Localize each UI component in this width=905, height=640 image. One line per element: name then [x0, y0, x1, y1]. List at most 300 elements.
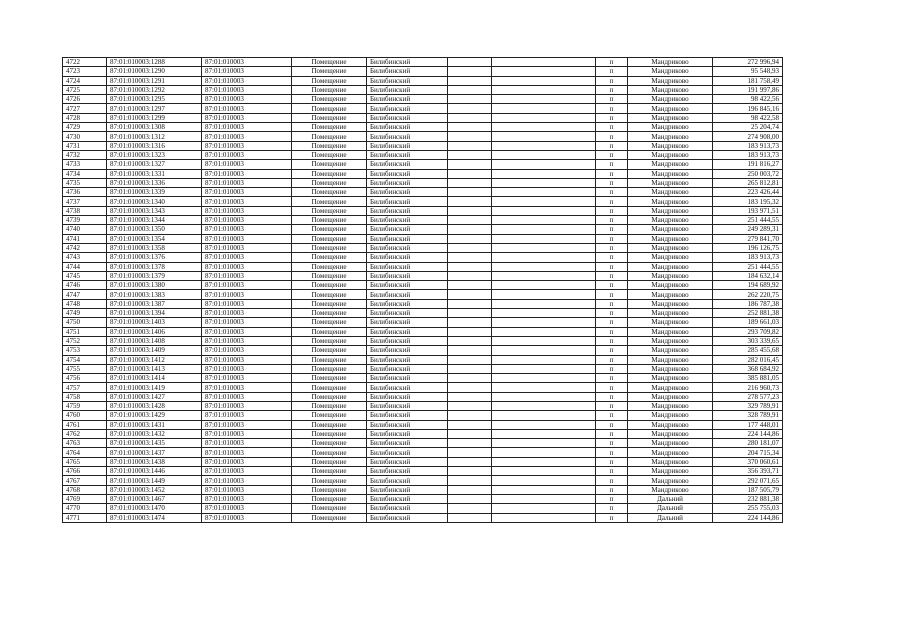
district-cell: Билибинский [367, 401, 448, 410]
cadastral-number-cell: 87:01:010003:1474 [107, 513, 202, 522]
settlement-cell: Мандриково [628, 476, 713, 485]
settlement-prefix-cell: п [596, 457, 628, 466]
settlement-cell: Мандриково [628, 299, 713, 308]
cost-cell: 280 181,07 [713, 439, 783, 448]
table-row [63, 299, 783, 308]
row-number-cell: 4726 [63, 95, 107, 104]
settlement-cell: Мандриково [628, 234, 713, 243]
empty-cell [492, 216, 596, 225]
row-number-cell: 4730 [63, 132, 107, 141]
cadastral-number-cell: 87:01:010003:1376 [107, 253, 202, 262]
row-number-cell: 4769 [63, 494, 107, 503]
object-type-cell: Помещение [292, 411, 367, 420]
district-cell: Билибинский [367, 299, 448, 308]
cost-cell: 251 444,55 [713, 216, 783, 225]
row-number-cell: 4766 [63, 467, 107, 476]
settlement-prefix-cell: п [596, 271, 628, 280]
table-row [63, 355, 783, 364]
settlement-cell: Мандриково [628, 439, 713, 448]
cadastral-number-cell: 87:01:010003:1379 [107, 271, 202, 280]
cadastral-number-cell: 87:01:010003:1387 [107, 299, 202, 308]
table-body [63, 58, 783, 523]
settlement-cell: Мандриково [628, 290, 713, 299]
empty-cell [492, 262, 596, 271]
row-number-cell: 4767 [63, 476, 107, 485]
cadastral-block-cell: 87:01:010003 [202, 169, 292, 178]
cost-cell: 285 455,68 [713, 346, 783, 355]
object-type-cell: Помещение [292, 104, 367, 113]
object-type-cell: Помещение [292, 197, 367, 206]
object-type-cell: Помещение [292, 178, 367, 187]
district-cell: Билибинский [367, 485, 448, 494]
settlement-prefix-cell: п [596, 206, 628, 215]
cost-cell: 368 684,92 [713, 364, 783, 373]
cost-cell: 98 422,58 [713, 113, 783, 122]
empty-cell [492, 104, 596, 113]
row-number-cell: 4741 [63, 234, 107, 243]
cadastral-block-cell: 87:01:010003 [202, 243, 292, 252]
empty-cell [448, 336, 492, 345]
object-type-cell: Помещение [292, 364, 367, 373]
settlement-prefix-cell: п [596, 150, 628, 159]
empty-cell [448, 504, 492, 513]
cost-cell: 252 881,38 [713, 309, 783, 318]
cadastral-number-cell: 87:01:010003:1331 [107, 169, 202, 178]
cadastral-block-cell: 87:01:010003 [202, 123, 292, 132]
row-number-cell: 4751 [63, 327, 107, 336]
table-row [63, 439, 783, 448]
row-number-cell: 4765 [63, 457, 107, 466]
object-type-cell: Помещение [292, 457, 367, 466]
settlement-cell: Мандриково [628, 457, 713, 466]
settlement-cell: Мандриково [628, 225, 713, 234]
cadastral-block-cell: 87:01:010003 [202, 216, 292, 225]
empty-cell [448, 113, 492, 122]
object-type-cell: Помещение [292, 188, 367, 197]
empty-cell [492, 476, 596, 485]
empty-cell [492, 346, 596, 355]
object-type-cell: Помещение [292, 401, 367, 410]
empty-cell [492, 383, 596, 392]
cost-cell: 251 444,55 [713, 262, 783, 271]
empty-cell [492, 411, 596, 420]
district-cell: Билибинский [367, 160, 448, 169]
district-cell: Билибинский [367, 374, 448, 383]
data-table [62, 57, 783, 523]
district-cell: Билибинский [367, 58, 448, 67]
row-number-cell: 4731 [63, 141, 107, 150]
settlement-cell: Мандриково [628, 113, 713, 122]
empty-cell [492, 457, 596, 466]
cadastral-number-cell: 87:01:010003:1437 [107, 448, 202, 457]
empty-cell [492, 439, 596, 448]
empty-cell [492, 95, 596, 104]
cost-cell: 98 422,56 [713, 95, 783, 104]
empty-cell [448, 485, 492, 494]
table-row [63, 513, 783, 522]
empty-cell [448, 383, 492, 392]
settlement-prefix-cell: п [596, 58, 628, 67]
empty-cell [492, 188, 596, 197]
settlement-cell: Мандриково [628, 271, 713, 280]
settlement-prefix-cell: п [596, 355, 628, 364]
row-number-cell: 4749 [63, 309, 107, 318]
empty-cell [492, 355, 596, 364]
cadastral-number-cell: 87:01:010003:1408 [107, 336, 202, 345]
cadastral-number-cell: 87:01:010003:1446 [107, 467, 202, 476]
row-number-cell: 4757 [63, 383, 107, 392]
empty-cell [448, 346, 492, 355]
table-row [63, 309, 783, 318]
district-cell: Билибинский [367, 439, 448, 448]
settlement-prefix-cell: п [596, 513, 628, 522]
object-type-cell: Помещение [292, 513, 367, 522]
settlement-cell: Мандриково [628, 262, 713, 271]
object-type-cell: Помещение [292, 309, 367, 318]
empty-cell [492, 420, 596, 429]
empty-cell [448, 327, 492, 336]
settlement-cell: Мандриково [628, 104, 713, 113]
object-type-cell: Помещение [292, 262, 367, 271]
settlement-cell: Мандриково [628, 411, 713, 420]
empty-cell [448, 76, 492, 85]
cadastral-number-cell: 87:01:010003:1312 [107, 132, 202, 141]
object-type-cell: Помещение [292, 420, 367, 429]
object-type-cell: Помещение [292, 383, 367, 392]
cost-cell: 216 960,73 [713, 383, 783, 392]
cadastral-block-cell: 87:01:010003 [202, 141, 292, 150]
row-number-cell: 4764 [63, 448, 107, 457]
cost-cell: 196 845,16 [713, 104, 783, 113]
settlement-cell: Дальний [628, 513, 713, 522]
district-cell: Билибинский [367, 178, 448, 187]
settlement-prefix-cell: п [596, 346, 628, 355]
settlement-cell: Мандриково [628, 178, 713, 187]
row-number-cell: 4728 [63, 113, 107, 122]
row-number-cell: 4752 [63, 336, 107, 345]
district-cell: Билибинский [367, 513, 448, 522]
cadastral-block-cell: 87:01:010003 [202, 188, 292, 197]
object-type-cell: Помещение [292, 243, 367, 252]
cadastral-number-cell: 87:01:010003:1378 [107, 262, 202, 271]
object-type-cell: Помещение [292, 355, 367, 364]
cost-cell: 194 689,92 [713, 281, 783, 290]
cadastral-block-cell: 87:01:010003 [202, 467, 292, 476]
cadastral-block-cell: 87:01:010003 [202, 513, 292, 522]
row-number-cell: 4754 [63, 355, 107, 364]
district-cell: Билибинский [367, 243, 448, 252]
settlement-cell: Мандриково [628, 188, 713, 197]
table-row [63, 141, 783, 150]
object-type-cell: Помещение [292, 95, 367, 104]
empty-cell [448, 309, 492, 318]
object-type-cell: Помещение [292, 448, 367, 457]
cadastral-number-cell: 87:01:010003:1431 [107, 420, 202, 429]
district-cell: Билибинский [367, 383, 448, 392]
settlement-prefix-cell: п [596, 439, 628, 448]
settlement-prefix-cell: п [596, 411, 628, 420]
settlement-cell: Мандриково [628, 243, 713, 252]
empty-cell [448, 318, 492, 327]
settlement-cell: Мандриково [628, 197, 713, 206]
empty-cell [448, 513, 492, 522]
row-number-cell: 4747 [63, 290, 107, 299]
cadastral-block-cell: 87:01:010003 [202, 299, 292, 308]
district-cell: Билибинский [367, 206, 448, 215]
cadastral-number-cell: 87:01:010003:1350 [107, 225, 202, 234]
empty-cell [448, 494, 492, 503]
cadastral-block-cell: 87:01:010003 [202, 429, 292, 438]
cadastral-number-cell: 87:01:010003:1340 [107, 197, 202, 206]
empty-cell [492, 123, 596, 132]
cadastral-block-cell: 87:01:010003 [202, 132, 292, 141]
empty-cell [448, 262, 492, 271]
empty-cell [448, 216, 492, 225]
settlement-prefix-cell: п [596, 364, 628, 373]
object-type-cell: Помещение [292, 216, 367, 225]
cadastral-number-cell: 87:01:010003:1383 [107, 290, 202, 299]
settlement-prefix-cell: п [596, 216, 628, 225]
row-number-cell: 4748 [63, 299, 107, 308]
empty-cell [448, 123, 492, 132]
cadastral-block-cell: 87:01:010003 [202, 271, 292, 280]
row-number-cell: 4745 [63, 271, 107, 280]
table-row [63, 346, 783, 355]
row-number-cell: 4722 [63, 58, 107, 67]
cadastral-block-cell: 87:01:010003 [202, 206, 292, 215]
district-cell: Билибинский [367, 327, 448, 336]
empty-cell [448, 132, 492, 141]
cadastral-number-cell: 87:01:010003:1358 [107, 243, 202, 252]
settlement-prefix-cell: п [596, 281, 628, 290]
settlement-cell: Мандриково [628, 58, 713, 67]
row-number-cell: 4744 [63, 262, 107, 271]
object-type-cell: Помещение [292, 169, 367, 178]
district-cell: Билибинский [367, 411, 448, 420]
row-number-cell: 4755 [63, 364, 107, 373]
settlement-cell: Мандриково [628, 123, 713, 132]
cost-cell: 232 881,38 [713, 494, 783, 503]
empty-cell [448, 188, 492, 197]
row-number-cell: 4738 [63, 206, 107, 215]
settlement-cell: Мандриково [628, 364, 713, 373]
cadastral-number-cell: 87:01:010003:1292 [107, 85, 202, 94]
settlement-prefix-cell: п [596, 243, 628, 252]
table-row [63, 392, 783, 401]
cadastral-number-cell: 87:01:010003:1354 [107, 234, 202, 243]
table-row [63, 467, 783, 476]
object-type-cell: Помещение [292, 290, 367, 299]
empty-cell [448, 85, 492, 94]
row-number-cell: 4732 [63, 150, 107, 159]
empty-cell [448, 281, 492, 290]
cadastral-number-cell: 87:01:010003:1429 [107, 411, 202, 420]
district-cell: Билибинский [367, 457, 448, 466]
cadastral-block-cell: 87:01:010003 [202, 262, 292, 271]
settlement-prefix-cell: п [596, 178, 628, 187]
table-row [63, 271, 783, 280]
table-row [63, 290, 783, 299]
settlement-prefix-cell: п [596, 318, 628, 327]
empty-cell [492, 234, 596, 243]
object-type-cell: Помещение [292, 225, 367, 234]
cost-cell: 282 016,45 [713, 355, 783, 364]
object-type-cell: Помещение [292, 392, 367, 401]
row-number-cell: 4762 [63, 429, 107, 438]
row-number-cell: 4734 [63, 169, 107, 178]
table-row [63, 206, 783, 215]
district-cell: Билибинский [367, 336, 448, 345]
district-cell: Билибинский [367, 132, 448, 141]
empty-cell [448, 420, 492, 429]
table-row [63, 178, 783, 187]
cadastral-number-cell: 87:01:010003:1435 [107, 439, 202, 448]
cost-cell: 204 715,34 [713, 448, 783, 457]
empty-cell [492, 485, 596, 494]
settlement-prefix-cell: п [596, 104, 628, 113]
settlement-prefix-cell: п [596, 188, 628, 197]
settlement-cell: Мандриково [628, 392, 713, 401]
cadastral-block-cell: 87:01:010003 [202, 290, 292, 299]
object-type-cell: Помещение [292, 58, 367, 67]
empty-cell [492, 169, 596, 178]
empty-cell [492, 309, 596, 318]
row-number-cell: 4733 [63, 160, 107, 169]
row-number-cell: 4725 [63, 85, 107, 94]
cadastral-number-cell: 87:01:010003:1380 [107, 281, 202, 290]
object-type-cell: Помещение [292, 494, 367, 503]
settlement-prefix-cell: п [596, 401, 628, 410]
cadastral-number-cell: 87:01:010003:1344 [107, 216, 202, 225]
cost-cell: 303 339,65 [713, 336, 783, 345]
settlement-cell: Мандриково [628, 67, 713, 76]
cost-cell: 187 505,79 [713, 485, 783, 494]
row-number-cell: 4737 [63, 197, 107, 206]
empty-cell [492, 401, 596, 410]
empty-cell [492, 513, 596, 522]
empty-cell [448, 448, 492, 457]
cost-cell: 262 220,75 [713, 290, 783, 299]
settlement-cell: Мандриково [628, 206, 713, 215]
cost-cell: 189 661,03 [713, 318, 783, 327]
settlement-prefix-cell: п [596, 494, 628, 503]
empty-cell [492, 197, 596, 206]
settlement-cell: Мандриково [628, 401, 713, 410]
row-number-cell: 4761 [63, 420, 107, 429]
cost-cell: 255 755,03 [713, 504, 783, 513]
table-row [63, 457, 783, 466]
object-type-cell: Помещение [292, 336, 367, 345]
table-row [63, 58, 783, 67]
settlement-prefix-cell: п [596, 141, 628, 150]
cost-cell: 193 971,51 [713, 206, 783, 215]
cadastral-number-cell: 87:01:010003:1295 [107, 95, 202, 104]
row-number-cell: 4758 [63, 392, 107, 401]
empty-cell [492, 67, 596, 76]
cadastral-block-cell: 87:01:010003 [202, 160, 292, 169]
settlement-cell: Мандриково [628, 150, 713, 159]
table-row [63, 476, 783, 485]
district-cell: Билибинский [367, 467, 448, 476]
settlement-prefix-cell: п [596, 429, 628, 438]
empty-cell [448, 95, 492, 104]
cost-cell: 25 204,74 [713, 123, 783, 132]
row-number-cell: 4771 [63, 513, 107, 522]
cost-cell: 249 289,31 [713, 225, 783, 234]
settlement-prefix-cell: п [596, 476, 628, 485]
object-type-cell: Помещение [292, 123, 367, 132]
empty-cell [448, 243, 492, 252]
empty-cell [492, 327, 596, 336]
empty-cell [492, 76, 596, 85]
table-row [63, 448, 783, 457]
table-row [63, 132, 783, 141]
object-type-cell: Помещение [292, 346, 367, 355]
settlement-prefix-cell: п [596, 85, 628, 94]
cost-cell: 191 997,86 [713, 85, 783, 94]
cadastral-block-cell: 87:01:010003 [202, 364, 292, 373]
empty-cell [492, 364, 596, 373]
cadastral-number-cell: 87:01:010003:1414 [107, 374, 202, 383]
settlement-cell: Мандриково [628, 374, 713, 383]
cost-cell: 184 632,14 [713, 271, 783, 280]
settlement-cell: Мандриково [628, 467, 713, 476]
empty-cell [492, 150, 596, 159]
district-cell: Билибинский [367, 494, 448, 503]
cost-cell: 224 144,86 [713, 429, 783, 438]
district-cell: Билибинский [367, 504, 448, 513]
empty-cell [448, 429, 492, 438]
district-cell: Билибинский [367, 448, 448, 457]
cost-cell: 223 426,44 [713, 188, 783, 197]
cost-cell: 196 126,75 [713, 243, 783, 252]
table-row [63, 281, 783, 290]
district-cell: Билибинский [367, 197, 448, 206]
cost-cell: 385 881,05 [713, 374, 783, 383]
district-cell: Билибинский [367, 346, 448, 355]
empty-cell [448, 476, 492, 485]
row-number-cell: 4739 [63, 216, 107, 225]
district-cell: Билибинский [367, 76, 448, 85]
settlement-prefix-cell: п [596, 132, 628, 141]
district-cell: Билибинский [367, 150, 448, 159]
settlement-cell: Мандриково [628, 85, 713, 94]
settlement-cell: Мандриково [628, 160, 713, 169]
settlement-cell: Мандриково [628, 429, 713, 438]
empty-cell [492, 318, 596, 327]
cadastral-block-cell: 87:01:010003 [202, 346, 292, 355]
empty-cell [492, 113, 596, 122]
table-row [63, 420, 783, 429]
cadastral-number-cell: 87:01:010003:1467 [107, 494, 202, 503]
cadastral-block-cell: 87:01:010003 [202, 253, 292, 262]
table-row [63, 234, 783, 243]
cadastral-block-cell: 87:01:010003 [202, 58, 292, 67]
object-type-cell: Помещение [292, 327, 367, 336]
settlement-cell: Мандриково [628, 169, 713, 178]
empty-cell [448, 457, 492, 466]
settlement-prefix-cell: п [596, 383, 628, 392]
settlement-prefix-cell: п [596, 467, 628, 476]
cost-cell: 186 787,38 [713, 299, 783, 308]
cadastral-number-cell: 87:01:010003:1299 [107, 113, 202, 122]
cadastral-number-cell: 87:01:010003:1327 [107, 160, 202, 169]
row-number-cell: 4750 [63, 318, 107, 327]
row-number-cell: 4723 [63, 67, 107, 76]
cadastral-block-cell: 87:01:010003 [202, 457, 292, 466]
empty-cell [492, 392, 596, 401]
empty-cell [448, 271, 492, 280]
